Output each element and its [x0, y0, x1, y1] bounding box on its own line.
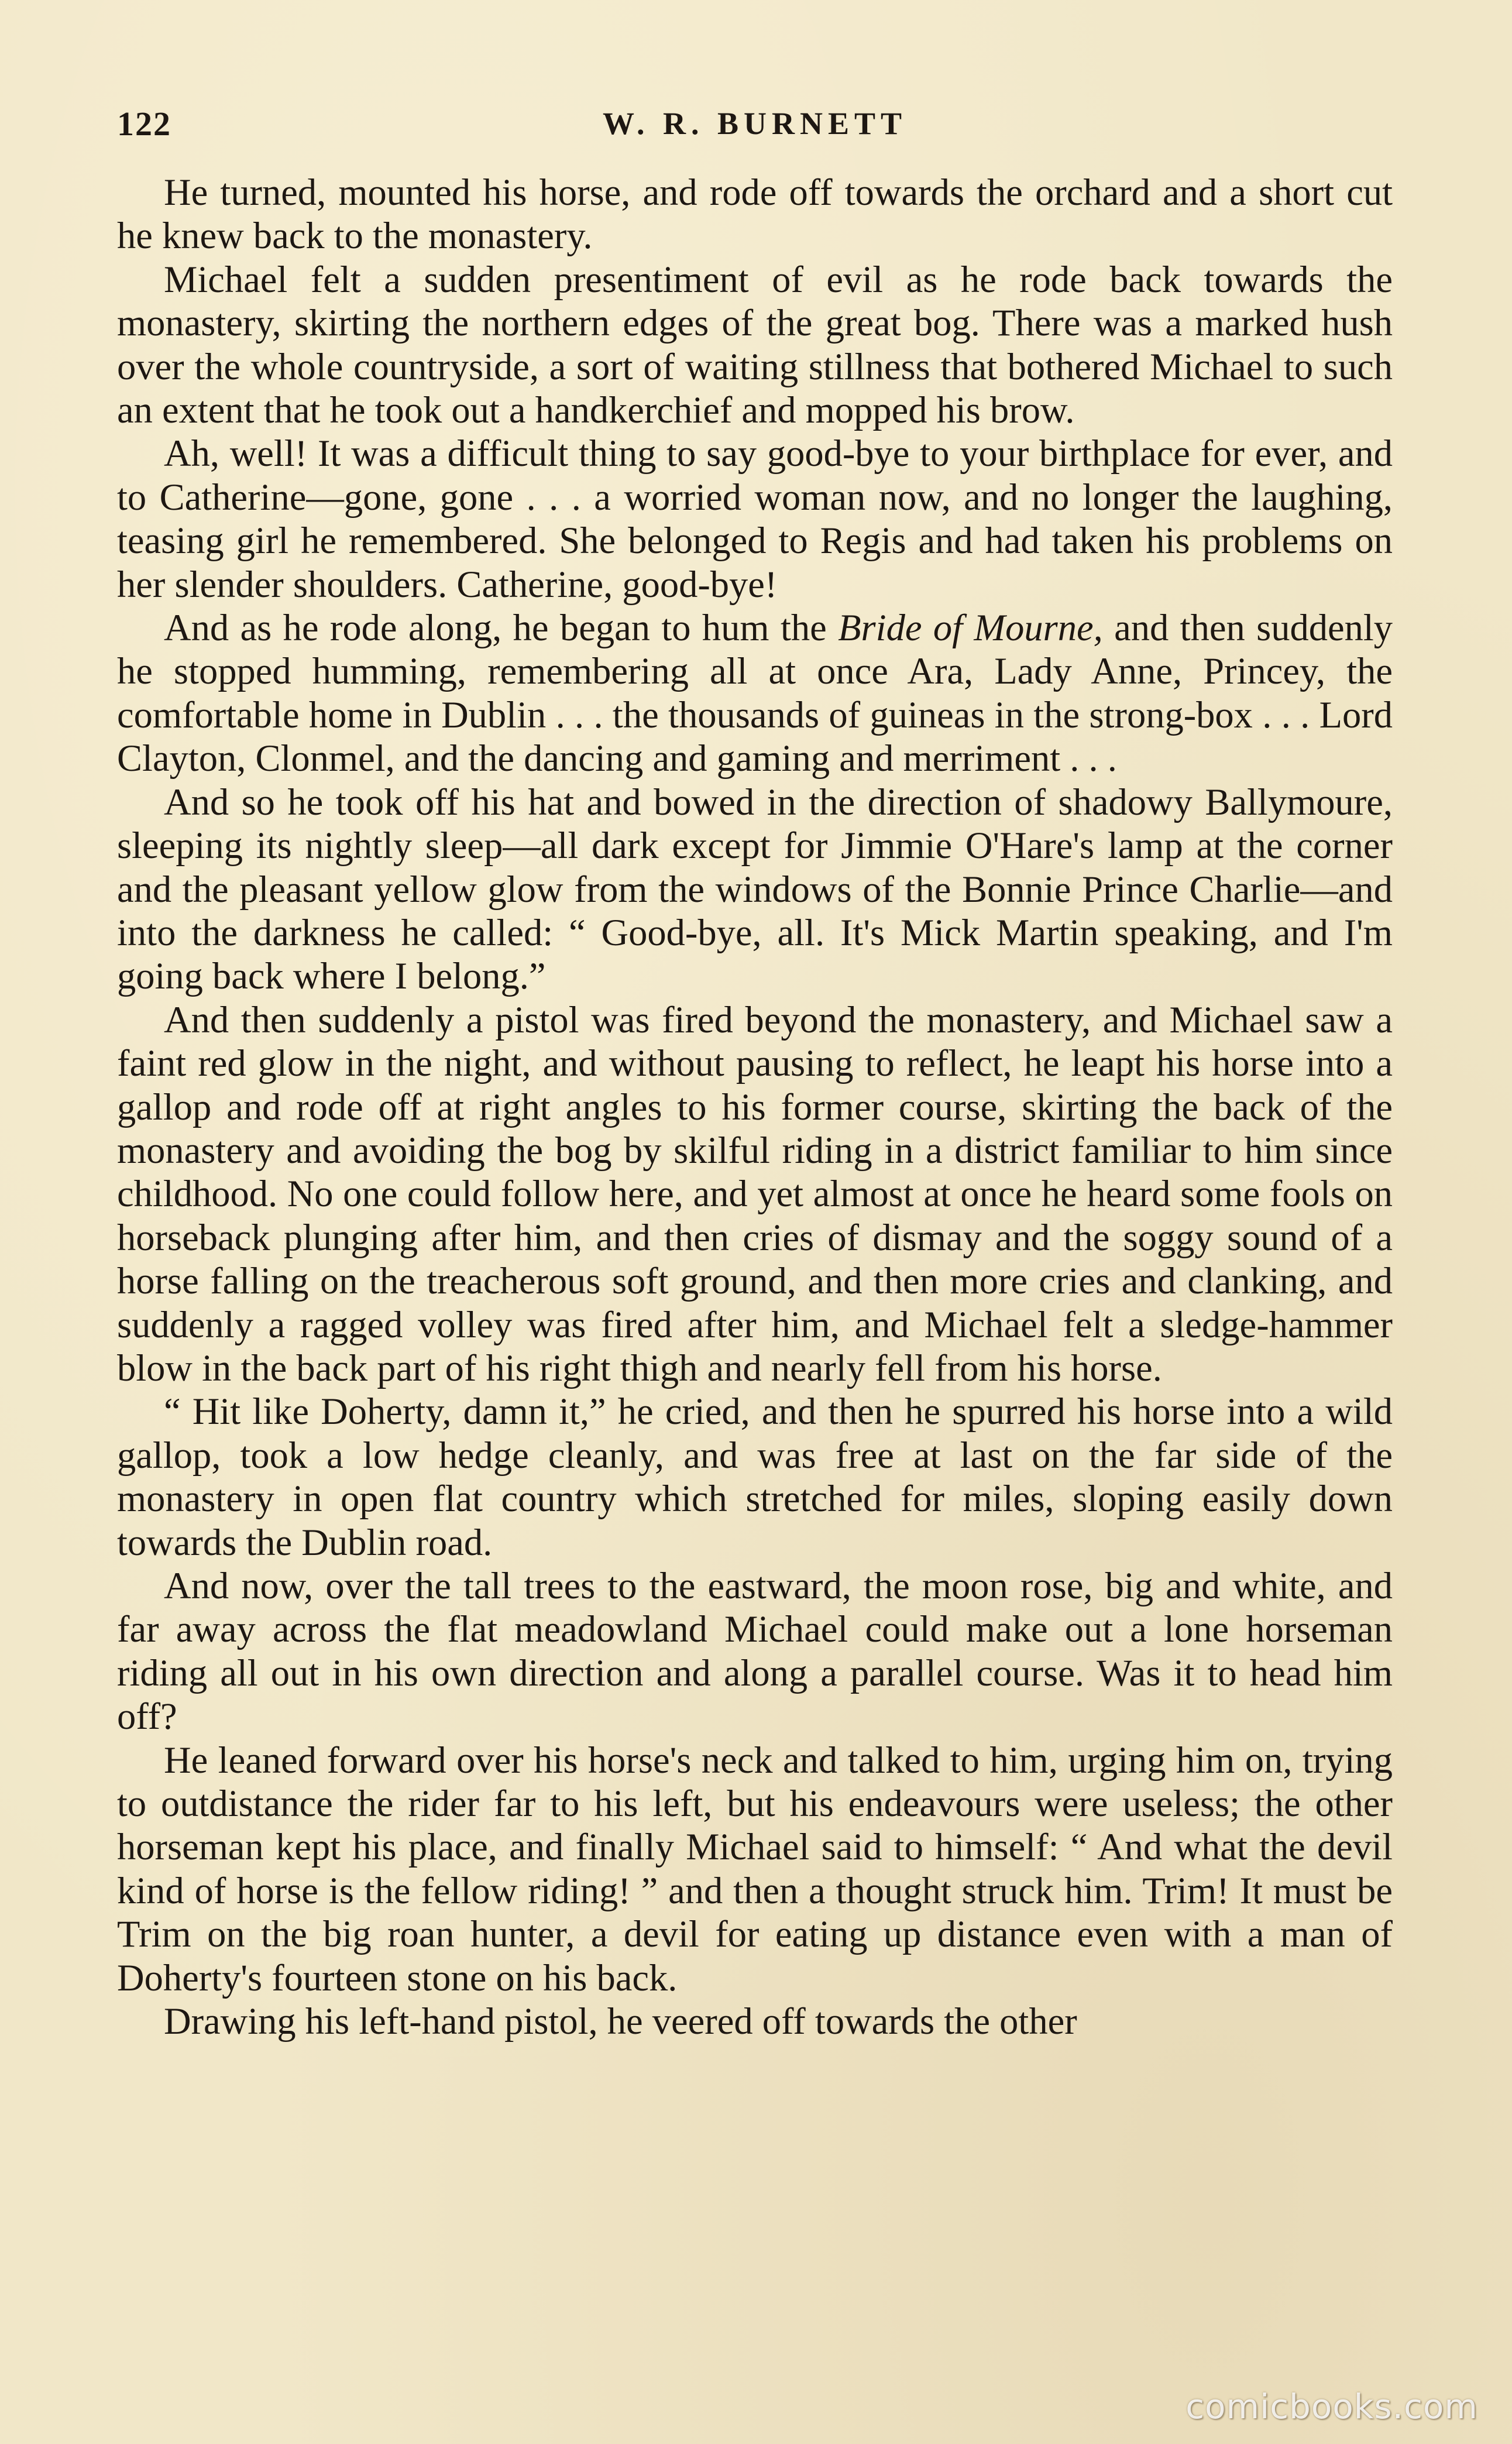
body-text [117, 171, 1393, 2043]
paragraph: And now, over the tall trees to the eastward, the moon rose, big and white, and far away across the flat meadowland Michael could make out a lone horseman riding all out in his own direction and along a parallel course. Was it to head him off? [117, 1565, 1393, 1738]
paragraph: “ Hit like Doherty, damn it,” he cried, and then he spurred his horse into a wild gallop, took a low hedge cleanly, and was free at last on the far side of the monastery in open flat country which stretched for miles, sloping easily down towards the Dublin road. [117, 1391, 1393, 1563]
page-number: 122 [117, 105, 171, 143]
watermark: comicbooks.com [1185, 2387, 1478, 2426]
paragraph: Drawing his left-hand pistol, he veered off towards the other [164, 2000, 1077, 2043]
book-page [117, 98, 1393, 2043]
paragraph: Michael felt a sudden presentiment of evil as he rode back towards the monastery, skirting the northern edges of the great bog. There was a marked hush over the whole countryside, a sort of waiting stillness that bothered Michael to such an extent that he took out a handkerchief and mopped his brow. [117, 258, 1393, 431]
paragraph: And then suddenly a pistol was fired beyond the monastery, and Michael saw a faint red glow in the night, and without pausing to reflect, he leapt his horse into a gallop and rode off at right angles to his former course, skirting the back of the monastery and avoiding the bog by skilful riding in a district familiar to him since childhood. No one could follow here, and yet almost at once he heard some fools on horseback plunging after him, and then cries of dismay and the soggy sound of a horse falling on the treacherous soft ground, and then more cries and clanking, and suddenly a ragged volley was fired after him, and Michael felt a sledge-hammer blow in the back part of his right thigh and nearly fell from his horse. [117, 998, 1393, 1389]
paragraph-text: and then suddenly he stopped humming, remembering all at once Ara, Lady Anne, Princey, the comfortable home in Dublin . . . the thousands of guineas in the strong-box . . . Lord Clayton, Clonmel, and the dancing and gaming and merriment . . . [117, 607, 1393, 780]
paragraph: Ah, well! It was a difficult thing to say good-bye to your birthplace for ever, and to Catherine—gone, gone . . . a worried woman now, and no longer the laughing, teasing girl he remembered. She belonged to Regis and had taken his problems on her slender shoulders. Catherine, good-bye! [117, 432, 1393, 605]
paragraph: And so he took off his hat and bowed in the direction of shadowy Ballymoure, sleeping its nightly sleep—all dark except for Jimmie O'Hare's lamp at the corner and the pleasant yellow glow from the windows of the Bonnie Prince Charlie—and into the darkness he called: “ Good-bye, all. It's Mick Martin speaking, and I'm going back where I belong.” [117, 781, 1393, 997]
running-head-author: W. R. BURNETT [602, 106, 908, 141]
song-title: Bride of Mourne, [838, 607, 1103, 649]
paragraph: He turned, mounted his horse, and rode off towards the orchard and a short cut he knew back to the monastery. [117, 171, 1393, 257]
running-head [117, 98, 1393, 169]
paragraph: He leaned forward over his horse's neck and talked to him, urging him on, trying to outdistance the rider far to his left, but his endeavours were useless; the other horseman kept his place, and finally Michael said to himself: “ And what the devil kind of horse is the fellow riding! ” and then a thought struck him. Trim! It must be Trim on the big roan hunter, a devil for eating up distance even with a man of Doherty's fourteen stone on his back. [117, 1739, 1393, 1999]
paragraph-bride-of-mourne [117, 606, 1393, 781]
paragraph-text: And as he rode along, he began to hum the [164, 607, 839, 649]
